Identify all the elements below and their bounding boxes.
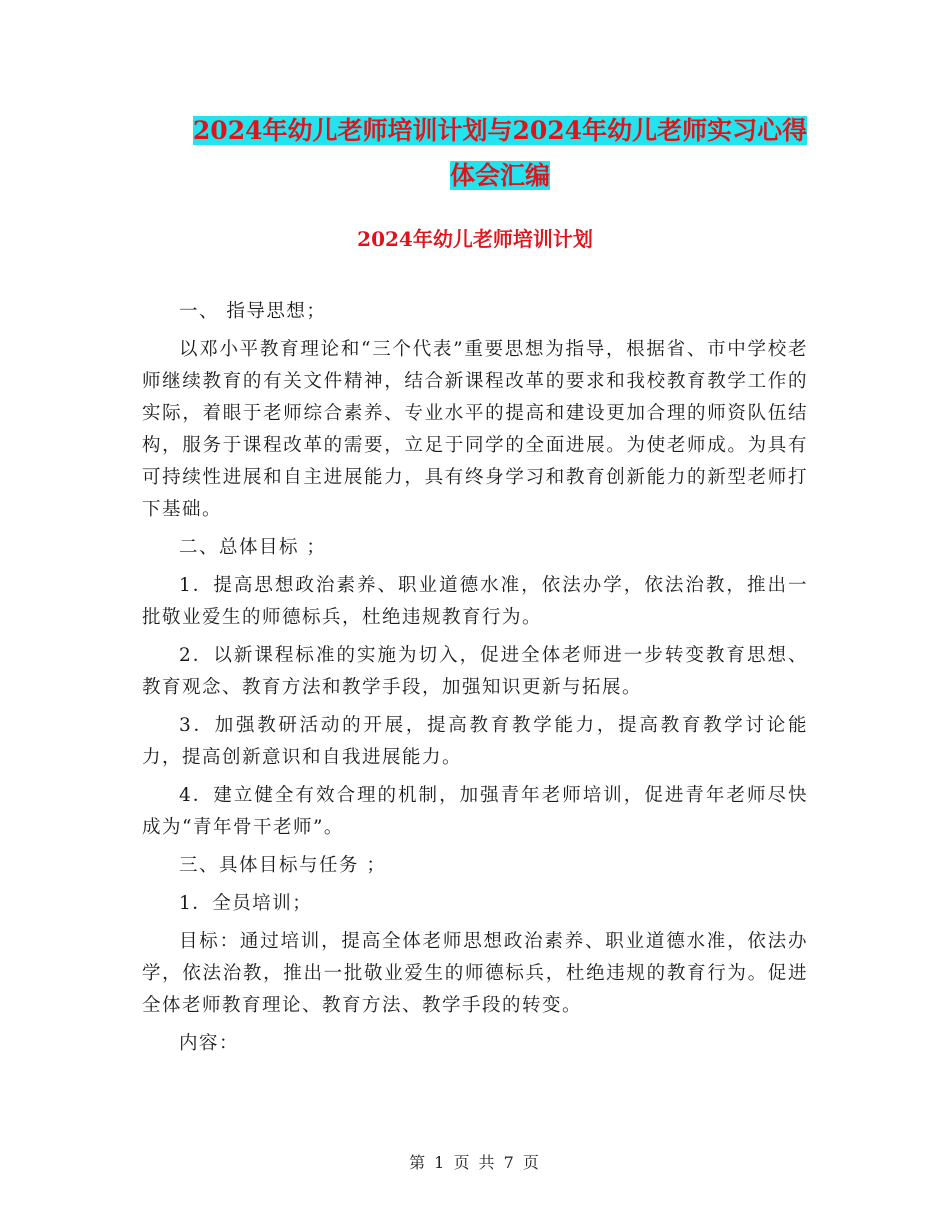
list-item: 1．提高思想政治素养、职业道德水准，依法办学，依法治教，推出一批敬业爱生的师德标兵，杜绝违规教育行为。 — [142, 575, 808, 628]
list-item: 1．全员培训； — [179, 893, 313, 914]
paragraph: 目标：通过培训，提高全体老师思想政治素养、职业道德水准，依法办学，依法治教，推出一批敬业爱生的师德标兵，杜绝违规的教育行为。促进全体老师教育理论、教育方法、教学手段的转变。 — [142, 931, 808, 1016]
paragraph: 以邓小平教育理论和“三个代表”重要思想为指导，根据省、市中学校老师继续教育的有关文件精神，结合新课程改革的要求和我校教育教学工作的实际，着眼于老师综合素养、专业水平的提高和建设更加合理的师资队伍结构，服务于课程改革的需要，立足于同学的全面进展。为使老师成。为具有可持续性进展和自主进展能力，具有终身学习和教育创新能力的新型老师打下基础。 — [142, 339, 808, 520]
document-title — [140, 108, 860, 198]
list-item: 2．以新课程标准的实施为切入，促进全体老师进一步转变教育思想、教育观念、教育方法和教学手段，加强知识更新与拓展。 — [142, 645, 808, 698]
document-title-line-1: 2024年幼儿老师培训计划与2024年幼儿老师实习心得 — [192, 116, 808, 145]
heading-guiding-ideology: 一、 指导思想； — [179, 301, 327, 322]
list-item: 3．加强教研活动的开展，提高教育教学能力，提高教育教学讨论能力，提高创新意识和自我进展能力。 — [142, 715, 808, 768]
document-body — [142, 296, 808, 1066]
document-title-line-2: 体会汇编 — [449, 161, 550, 190]
page-number-footer: 第 1 页 共 7 页 — [409, 1153, 541, 1172]
section-title: 2024年幼儿老师培训计划 — [357, 227, 593, 251]
heading-overall-goals: 二、总体目标 ； — [179, 537, 327, 558]
heading-specific-goals: 三、具体目标与任务 ； — [179, 855, 387, 876]
paragraph: 内容： — [179, 1033, 240, 1054]
list-item: 4．建立健全有效合理的机制，加强青年老师培训，促进青年老师尽快成为“青年骨干老师”。 — [142, 785, 808, 838]
